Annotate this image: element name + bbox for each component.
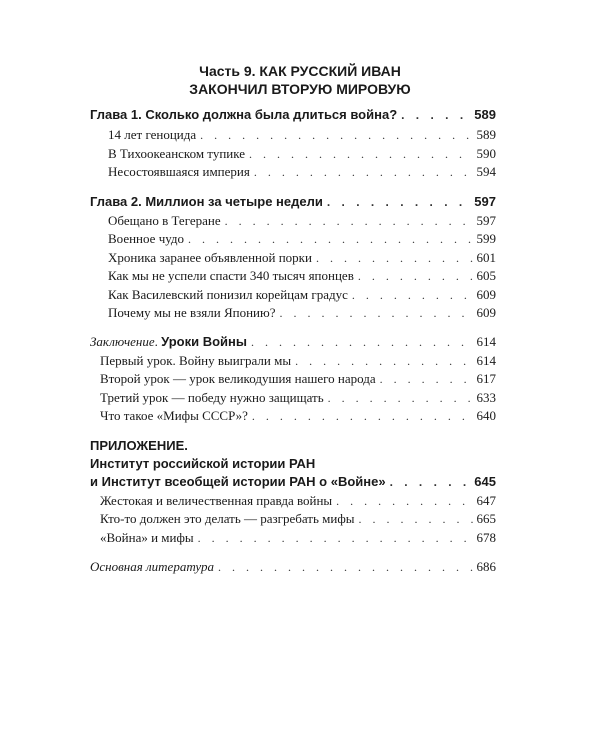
- toc-page-number: 601: [476, 250, 496, 265]
- dot-leader: [336, 492, 472, 510]
- toc-entry-title: Третий урок — победу нужно защищать: [100, 390, 324, 405]
- dot-leader: [218, 558, 473, 576]
- toc-literature[interactable]: [90, 558, 496, 576]
- toc-page-number: 614: [476, 334, 496, 349]
- toc-entry-title: Несостоявшаяся империя: [108, 164, 250, 179]
- dot-leader: [401, 106, 470, 124]
- dot-leader: [359, 510, 473, 528]
- toc-page-number: 686: [476, 559, 496, 574]
- toc-entry-title: Хроника заранее объявленной порки: [108, 250, 312, 265]
- toc-entry[interactable]: [100, 352, 496, 370]
- part-title-line-1: Часть 9. КАК РУССКИЙ ИВАН: [199, 63, 401, 79]
- toc-page-number: 599: [476, 231, 496, 246]
- dot-leader: [328, 389, 473, 407]
- toc-entry-title: «Война» и мифы: [100, 530, 194, 545]
- toc-page-number: 589: [476, 127, 496, 142]
- toc-page-number: 597: [476, 213, 496, 228]
- toc-entry[interactable]: [100, 529, 496, 547]
- dot-leader: [316, 249, 473, 267]
- toc-page-number: 617: [476, 371, 496, 386]
- toc-entry-title: Военное чудо: [108, 231, 185, 246]
- toc-page-number: 590: [476, 146, 496, 161]
- toc-entry-title: Глава 1. Сколько должна была длиться война?: [90, 107, 398, 122]
- toc-chapter-2[interactable]: [90, 193, 496, 211]
- toc-entry[interactable]: [100, 492, 496, 510]
- toc-entry[interactable]: [108, 126, 496, 144]
- toc-entry-title: Жестокая и величественная правда войны: [100, 493, 333, 508]
- part-title: [0, 62, 600, 98]
- toc-entry-title: Как Василевский понизил корейцам градус: [108, 287, 348, 302]
- toc-entry-title: Второй урок — урок великодушия нашего народа: [100, 371, 376, 386]
- toc-entry-title: Обещано в Тегеране: [108, 213, 221, 228]
- toc-page-number: 665: [476, 511, 496, 526]
- toc-entry-title: 14 лет геноцида: [108, 127, 197, 142]
- dot-leader: [188, 230, 472, 248]
- dot-leader: [225, 212, 473, 230]
- toc-page-number: 678: [476, 530, 496, 545]
- toc-page-number: 614: [476, 353, 496, 368]
- dot-leader: [252, 407, 473, 425]
- toc-entry[interactable]: [108, 212, 496, 230]
- toc-entry[interactable]: [100, 370, 496, 388]
- toc-page-number: 594: [476, 164, 496, 179]
- toc-entry-title: и Институт всеобщей истории РАН о «Войне»: [90, 474, 386, 489]
- toc-conclusion[interactable]: [90, 333, 496, 351]
- appendix-heading: ПРИЛОЖЕНИЕ.: [90, 438, 188, 453]
- appendix-title-line-1: Институт российской истории РАН: [90, 456, 316, 471]
- toc-entry-title: Первый урок. Войну выиграли мы: [100, 353, 292, 368]
- toc-page-number: 589: [474, 107, 496, 122]
- part-title-line-2: ЗАКОНЧИЛ ВТОРУЮ МИРОВУЮ: [189, 81, 411, 97]
- conclusion-title: Уроки Войны: [161, 334, 247, 349]
- toc-entry-title: В Тихоокеанском тупике: [108, 146, 245, 161]
- dot-leader: [280, 304, 473, 322]
- toc-entry[interactable]: [100, 407, 496, 425]
- toc-entry-title: Почему мы не взяли Японию?: [108, 305, 276, 320]
- toc-entry-title: Основная литература: [90, 559, 214, 574]
- toc-entry[interactable]: [108, 163, 496, 181]
- toc-page-number: 645: [474, 474, 496, 489]
- dot-leader: [200, 126, 472, 144]
- dot-leader: [295, 352, 472, 370]
- toc-entry[interactable]: [108, 267, 496, 285]
- toc-page-number: 633: [476, 390, 496, 405]
- toc-page-number: 609: [476, 305, 496, 320]
- toc-entry[interactable]: [108, 286, 496, 304]
- toc-entry[interactable]: [100, 389, 496, 407]
- toc-entry-title: Кто-то должен это делать — разгребать мифы: [100, 511, 355, 526]
- toc-entry[interactable]: [108, 304, 496, 322]
- dot-leader: [254, 163, 473, 181]
- toc-appendix[interactable]: [90, 473, 496, 491]
- toc-page-number: 605: [476, 268, 496, 283]
- toc-entry-title: Глава 2. Миллион за четыре недели: [90, 194, 323, 209]
- toc-entry[interactable]: [100, 510, 496, 528]
- dot-leader: [352, 286, 473, 304]
- toc-page-number: 597: [474, 194, 496, 209]
- dot-leader: [249, 145, 473, 163]
- toc-chapter-1[interactable]: [90, 106, 496, 124]
- toc-entry-title: Как мы не успели спасти 340 тысяч японцев: [108, 268, 354, 283]
- dot-leader: [251, 333, 473, 351]
- toc-entry-title: Что такое «Мифы СССР»?: [100, 408, 248, 423]
- conclusion-label: Заключение: [90, 334, 155, 349]
- dot-leader: [327, 193, 470, 211]
- dot-leader: [198, 529, 473, 547]
- dot-leader: [358, 267, 473, 285]
- conclusion-separator: .: [154, 334, 162, 349]
- toc-entry[interactable]: [108, 145, 496, 163]
- toc-entry[interactable]: [108, 249, 496, 267]
- toc-page-number: 609: [476, 287, 496, 302]
- toc-page-number: 647: [476, 493, 496, 508]
- dot-leader: [390, 473, 471, 491]
- toc-entry[interactable]: [108, 230, 496, 248]
- toc-page-number: 640: [476, 408, 496, 423]
- dot-leader: [380, 370, 473, 388]
